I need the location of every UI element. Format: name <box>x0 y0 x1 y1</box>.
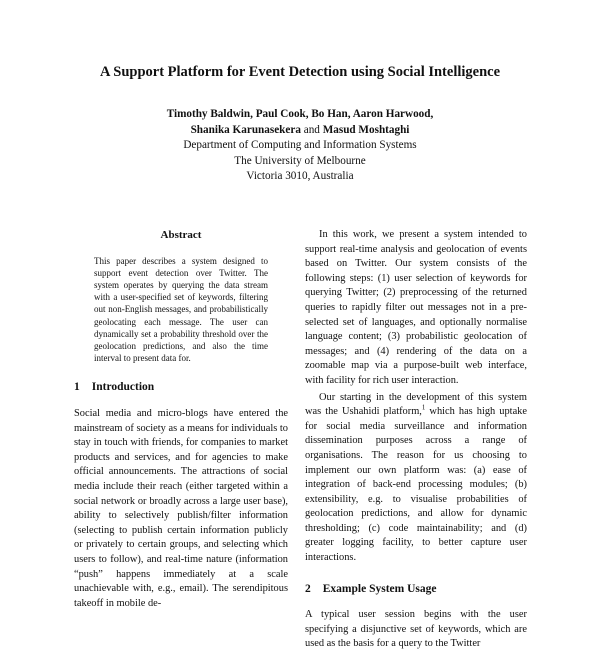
author-name-karunasekera: Shanika Karunasekera <box>190 123 301 136</box>
abstract-heading: Abstract <box>160 229 202 241</box>
paper-title: A Support Platform for Event Detection using Social Intelligence <box>99 64 501 80</box>
author-name-moshtaghi: Masud Moshtaghi <box>322 123 410 136</box>
section-2-title: Example System Usage <box>322 582 437 595</box>
system-overview-paragraph: In this work, we present a system intended to support real-time analysis and geolocation of events based on Twitter. Our system consists of the following steps: (1) user selection of keywords for querying Twitter; (2) preprocessing of the returned queries to rapidly filter out messages not in a pre-selected set of languages, and optionally normalise language content; (3) probabilistic geolocation of messages; and (4) rendering of the data on a zoomable map via a purpose-built web interface, with facility for rich user interaction. <box>305 229 527 386</box>
section-1-number: 1 <box>74 381 80 394</box>
affiliation-department: Department of Computing and Information Systems <box>183 139 417 151</box>
motivation-text-end: which has high uptake for social media surveillance and information dissemination purposes across a range of organisations. The reason for us choosing to implement our own platform was: (a) ease of integration of back-end processing modules; (b) extensibility, e.g. to visualise probabilities of geolocation predictions, and allow for dynamic thresholding; (c) code maintainability; and (d) greater logging facility, to better capture user interactions. <box>305 406 527 564</box>
section-2-number: 2 <box>305 582 311 595</box>
author-conjunction: and <box>303 123 320 136</box>
affiliation-address: Victoria 3010, Australia <box>246 170 354 182</box>
section-1-title: Introduction <box>91 381 155 394</box>
usage-paragraph: A typical user session begins with the user specifying a disjunctive set of keywords, which are used as the basis for a query to the Twitter <box>305 609 527 650</box>
left-column <box>74 228 288 613</box>
right-column <box>305 228 527 654</box>
author-line-1: Timothy Baldwin, Paul Cook, Bo Han, Aaron Harwood, <box>166 108 434 120</box>
author-block <box>0 107 600 185</box>
abstract-text: This paper describes a system designed to support event detection over Twitter. The system operates by querying the data stream with a user-specified set of keywords, filtering out non-English messages, and probabilistically geolocating each message. The user can dynamically set a probability threshold over the geolocation predictions, and also the time interval to present data for. <box>94 255 268 364</box>
intro-paragraph: Social media and micro-blogs have entered the mainstream of society as a means for individuals to stay in touch with friends, for companies to market products and services, and for agencies to make official announcements. The attractions of social media include their reach (either targeted within a social network or broadly across a large user base), ability to selectively publish/filter information (selecting to publish certain information publicly or privately to certain groups, and selecting which users to follow), and real-time nature (information “push” happens immediately at a scale unachievable with, e.g., email). The serendipitous takeoff in mobile de- <box>74 408 288 609</box>
author-line-2 <box>0 123 600 139</box>
motivation-text-start: Our starting in the development of this system was the Ushahidi platform, <box>305 391 527 418</box>
motivation-paragraph <box>305 391 527 566</box>
affiliation-university: The University of Melbourne <box>234 154 366 167</box>
footnote-marker: 1 <box>421 403 426 412</box>
section-2-heading <box>305 582 527 597</box>
section-1-heading <box>74 380 288 395</box>
